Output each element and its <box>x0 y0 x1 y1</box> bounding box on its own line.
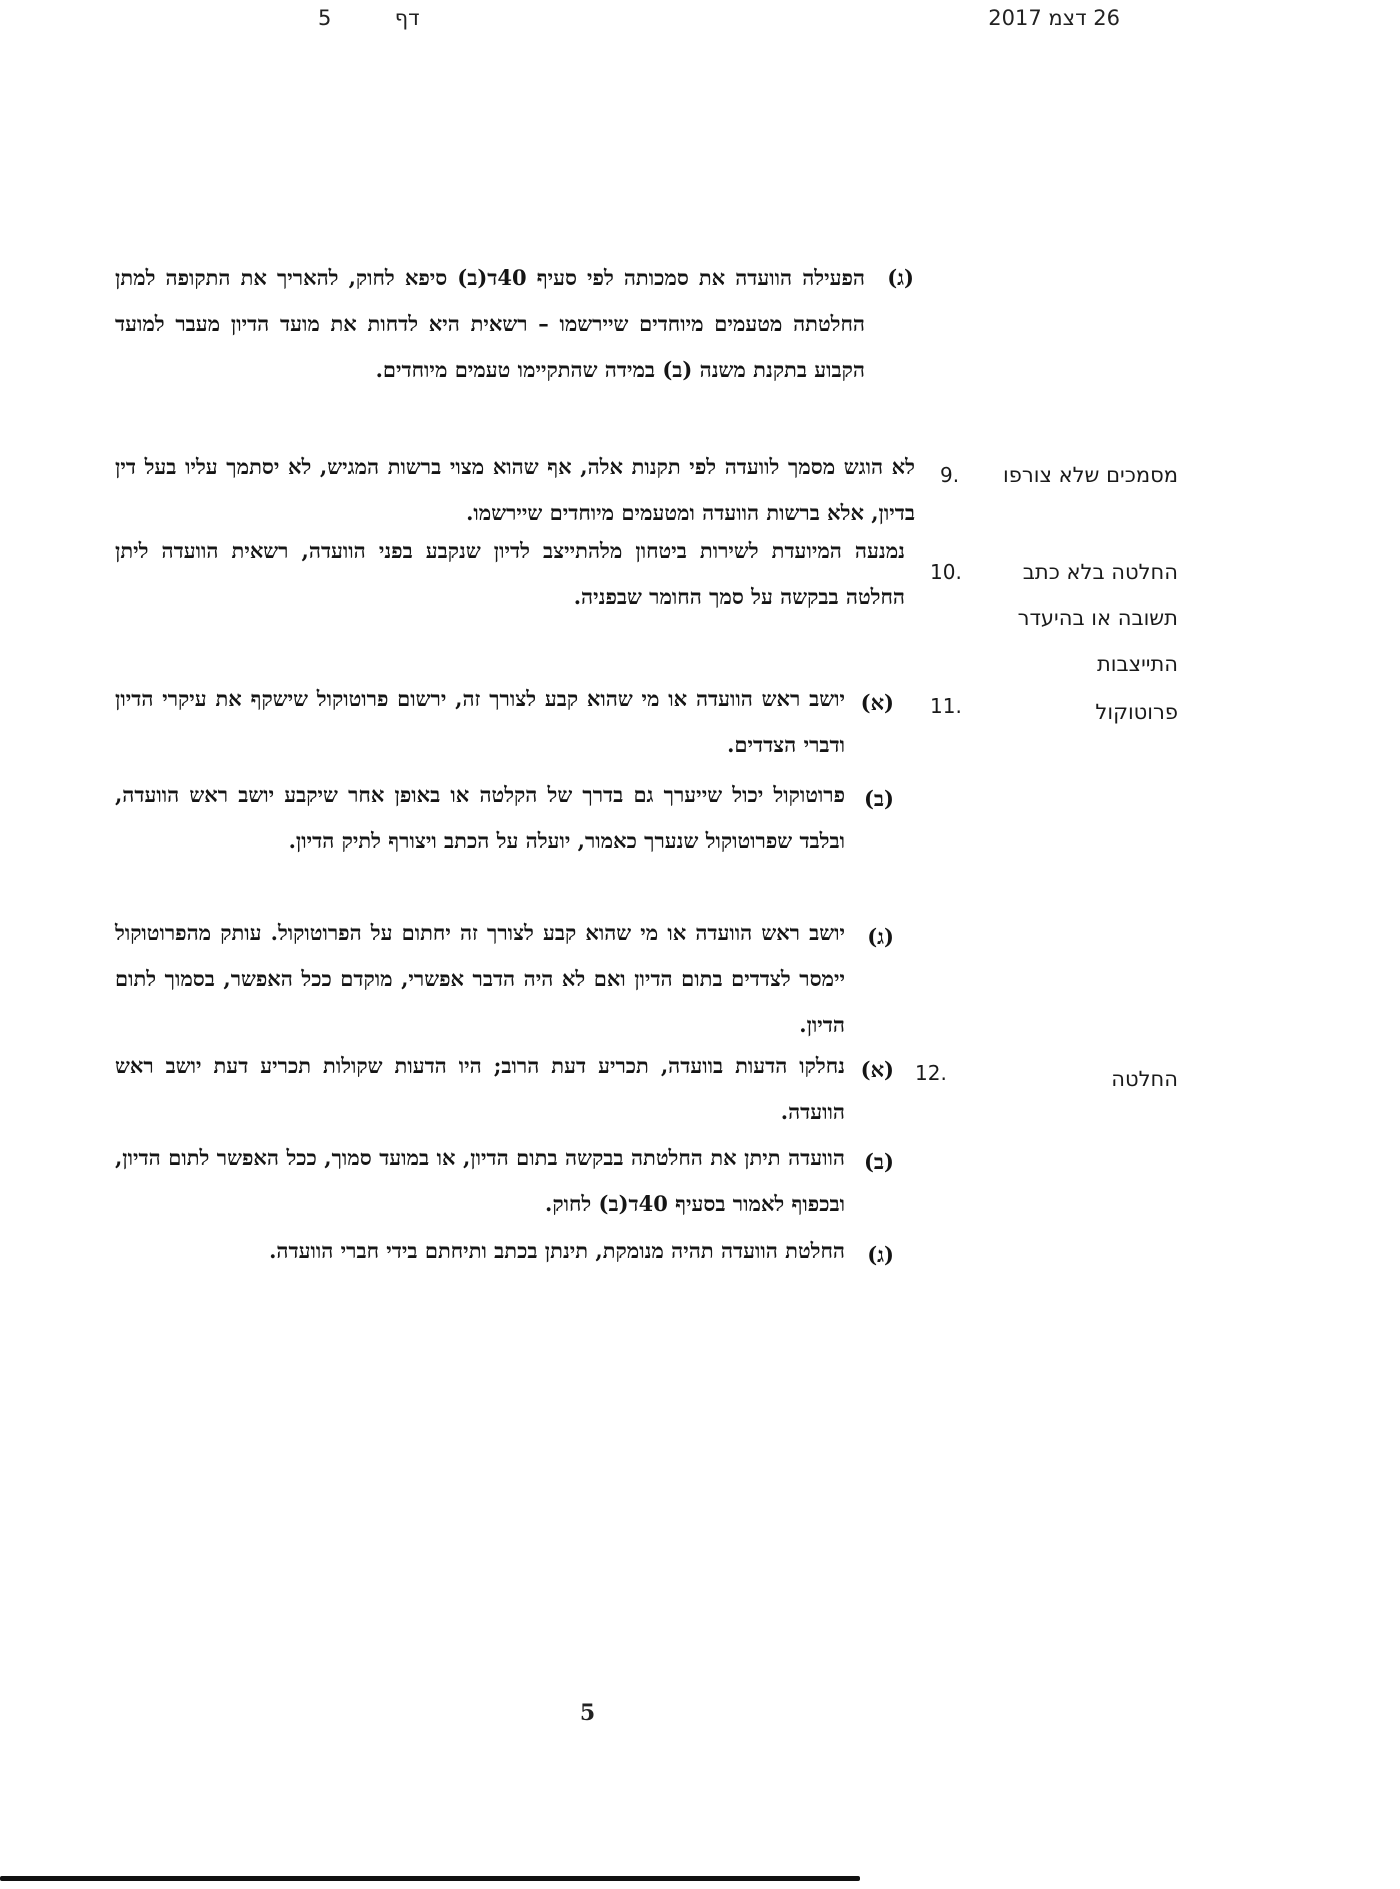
section-12-title: החלטה <box>1111 1067 1178 1091</box>
clause-11b-text: פרוטוקול יכול שייערך גם בדרך של הקלטה או באופן אחר שיקבע יושב ראש הוועדה, ובלבד שפרוטוקול שנערך כאמור, יועלה על הכתב ויצורף לתיק הדיון. <box>115 782 845 853</box>
clause-8g-text: הפעילה הוועדה את סמכותה לפי סעיף 40ד(ב) סיפא לחוק, להאריך את התקופה למתן החלטתה מטעמים מיוחדים שיירשמו – רשאית היא לדחות את מועד הדיון מעבר למועד הקבוע בתקנת משנה (ב) במידה שהתקיימו טעמים מיוחדים. <box>115 265 865 382</box>
section-10-text: נמנעה המיועדת לשירות ביטחון מלהתייצב לדיון שנקבע בפני הוועדה, רשאית הוועדה ליתן החלטה בבקשה על סמך החומר שבפניה. <box>115 538 905 609</box>
footer-page-number: 5 <box>579 1700 596 1726</box>
clause-11a-mark: (א) <box>860 690 894 715</box>
clause-12a-text: נחלקו הדעות בוועדה, תכריע דעת הרוב; היו הדעות שקולות תכריע דעת יושב ראש הוועדה. <box>115 1053 845 1124</box>
clause-11c-mark: (ג) <box>867 924 894 949</box>
clause-11a-text: יושב ראש הוועדה או מי שהוא קבע לצורך זה, ירשום פרוטוקול שישקף את עיקרי הדיון ודברי הצדדים. <box>115 686 845 757</box>
section-10-number: 10. <box>930 560 962 584</box>
clause-12b-text: הוועדה תיתן את החלטתה בבקשה בתום הדיון, או במועד סמוך, ככל האפשר לתום הדיון, ובכפוף לאמור בסעיף 40ד(ב) לחוק. <box>115 1145 845 1216</box>
section-9-title: מסמכים שלא צורפו <box>1003 463 1178 487</box>
section-11-title: פרוטוקול <box>1095 700 1178 724</box>
clause-8g-mark: (ג) <box>887 265 914 290</box>
header-page <box>318 6 420 30</box>
section-12-number: 12. <box>915 1061 947 1085</box>
section-11-number: 11. <box>930 694 962 718</box>
scan-edge-line <box>0 1876 860 1881</box>
clause-12b-mark: (ב) <box>864 1149 894 1174</box>
header-date: 26 דצמ 2017 <box>988 6 1120 30</box>
clause-12a-mark: (א) <box>860 1057 894 1082</box>
clause-11c-text: יושב ראש הוועדה או מי שהוא קבע לצורך זה יחתום על הפרוטוקול. עותק מהפרוטוקול יימסר לצדדים בתום הדיון ואם לא היה הדבר אפשרי, מוקדם ככל האפשר, בסמוך לתום הדיון. <box>115 920 845 1037</box>
clause-11b-mark: (ב) <box>864 786 894 811</box>
header-page-number: 5 <box>318 6 332 30</box>
header-page-label: דף <box>394 6 420 30</box>
clause-12c-text: החלטת הוועדה תהיה מנומקת, תינתן בכתב ותיחתם בידי חברי הוועדה. <box>269 1238 845 1263</box>
section-9-number: 9. <box>940 463 960 487</box>
clause-12c-mark: (ג) <box>867 1242 894 1267</box>
section-9-text: לא הוגש מסמך לוועדה לפי תקנות אלה, אף שהוא מצוי ברשות המגיש, לא יסתמך עליו בעל דין בדיון, אלא ברשות הוועדה ומטעמים מיוחדים שיירשמו. <box>115 454 915 525</box>
section-10-title: החלטה בלא כתב תשובה או בהיעדר התייצבות <box>1017 560 1178 676</box>
